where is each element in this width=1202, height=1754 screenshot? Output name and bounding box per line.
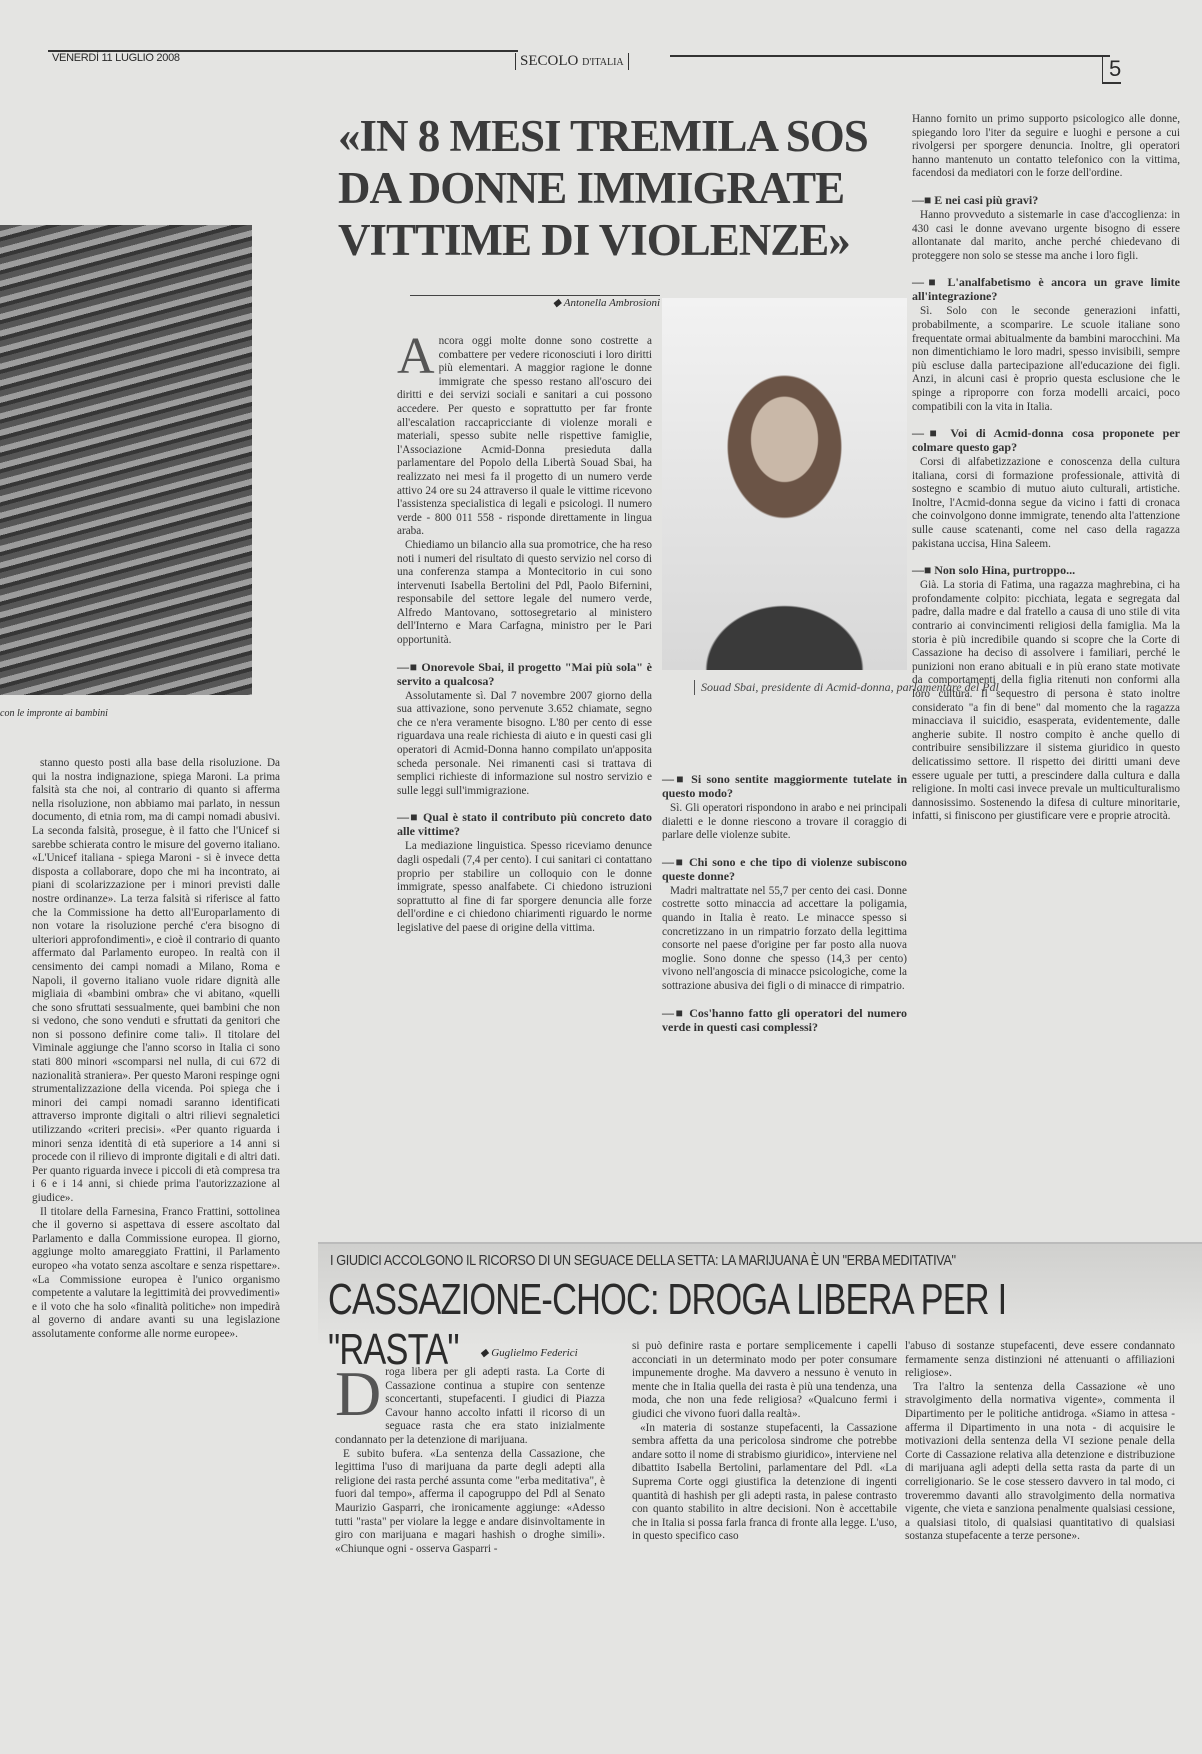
page-number: 5 — [1102, 56, 1121, 84]
answer: Hanno provveduto a sistemarle in case d'accoglienza: in 430 casi le donne avevano urgente bisogno di essere allontanate dal marito, anche perché chiedevano di proteggere non solo se stesse ma anche i loro figli. — [912, 208, 1180, 262]
intro-paragraph: ncora oggi molte donne sono costrette a combattere per vedere riconosciuti i loro diritti più elementari. A maggior ragione le donne immigrate che spesso restano all'oscuro dei diritti e dei servizi sociali e sanitari a cui possono accedere. Per questo e soprattutto per far fronte all'escalation raccapricciante di violenze morali e materiali, spesso subite nelle rispettive famiglie, l'Associazione Acmid-Donna presieduta dalla parlamentare del Popolo della Libertà Souad Sbai, ha realizzato nei mesi fa il progetto di un numero verde attivo 24 ore su 24 attraverso il quale le vittime ricevono l'assistenza specialistica di legali e psicologi. Il numero verde - 800 011 558 - risponde direttamente in lingua araba. — [397, 335, 652, 538]
answer: Sì. Solo con le seconde generazioni infatti, probabilmente, a scomparire. Le scuole italiane sono frequentate ormai abitualmente da bambini marocchini. Ma non dimentichiamo le loro madri, spesso invisibili, sempre più escluse dalla partecipazione all'educazione dei figli. Anzi, in alcuni casi è proprio questa esclusione che le spinge a riproporre con forza modelli arcaici, poco compatibili con la vita in Italia. — [912, 305, 1180, 413]
article-column-1 — [397, 328, 653, 936]
photo-caption: con le impronte ai bambini — [0, 708, 108, 719]
paragraph: roga libera per gli adepti rasta. La Corte di Cassazione continua a stupire con sentenze sconcertanti, stupefacenti. I giudici di Piazza Cavour hanno accolto infatti il ricorso di un seguace rasta che era stato inizialmente condannato per la detenzione di marijuana. — [335, 1366, 605, 1446]
paragraph: Tra l'altro la sentenza della Cassazione «è uno stravolgimento della normativa vigente», commenta il Dipartimento per le politiche antidroga. «Siamo in attesa - afferma il Dipartimento in una nota - di acquisire le motivazioni della sentenza della VI sezione penale della Corte di Cassazione relativa alla detenzione e distribuzione di marijuana agli adepti della setta rasta da parte di un correligionario. Se le cose stessero davvero in tal modo, ci troveremmo davanti allo stravolgimento della normativa vigente, che vieta e sanziona penalmente qualsiasi cessione, a qualsiasi titolo, di qualsiasi quantitativo di qualsiasi sostanza stupefacente a terze persone». — [905, 1380, 1175, 1543]
byline: ◆ Antonella Ambrosioni — [410, 295, 660, 309]
paragraph: l'abuso di sostanze stupefacenti, deve essere condannato fermamente senza distinzioni né attenuanti o affiliazioni religiose». — [905, 1340, 1175, 1380]
answer: Corsi di alfabetizzazione e conoscenza della cultura italiana, corsi di formazione professionale, attività di sostegno e scambio di mutuo aiuto culturali, artistiche. Inoltre, l'Acmid-donna segue da vicino i fatti di cronaca che coinvolgono donne immigrate, tenendo alta l'attenzione sulle cause scatenanti, come nel caso della ragazza pakistana uccisa, Hina Saleem. — [912, 456, 1180, 550]
answer: Sì. Gli operatori rispondono in arabo e nei principali dialetti e le donne riescono a trovare il coraggio di parlare delle violenze subite. — [662, 802, 907, 842]
answer: Madri maltrattate nel 55,7 per cento dei casi. Donne costrette sotto minaccia ad accettare la poligamia, quando in Italia è reato. Le minacce spesso si concretizzano in un rimpatrio forzato della legittima consorte nel paese d'origine per far posto alla nuova moglie. Sono donne che spesso (14,3 per cento) vivono nell'angoscia di minacce psicologiche, come la sottrazione abusiva dei figli o di minacce di rimpatrio. — [662, 884, 907, 992]
article2-kicker: I GIUDICI ACCOLGONO IL RICORSO DI UN SEGUACE DELLA SETTA: LA MARIJUANA È UN "ERBA MEDITATIVA" — [330, 1252, 956, 1269]
parliament-photo — [0, 225, 252, 695]
drop-cap: D — [335, 1358, 382, 1429]
question: —■ L'analfabetismo è ancora un grave limite all'integrazione? — [912, 275, 1180, 303]
paragraph: Chiediamo un bilancio alla sua promotrice, che ha reso noti i numeri del risultato di questo servizio nel corso di una conferenza stampa a Montecitorio in cui sono intervenuti Isabella Bertolini del Pdl, Paolo Bifernini, responsabile del settore legale del numero verde, Alfredo Mantovano, sottosegretario al ministero dell'Interno e Mara Carfagna, ministro per le Pari opportunità. — [397, 538, 652, 647]
question: —■ Qual è stato il contributo più concreto dato alle vittime? — [397, 810, 652, 838]
article2-headline: CASSAZIONE-CHOC: DROGA LIBERA PER I "RASTA" — [328, 1275, 1007, 1374]
paper-suffix: D'ITALIA — [582, 57, 624, 68]
issue-date: VENERDÌ 11 LUGLIO 2008 — [52, 52, 180, 64]
question: —■ Onorevole Sbai, il progetto "Mai più sola" è servito a qualcosa? — [397, 660, 652, 688]
paragraph: «In materia di sostanze stupefacenti, la Cassazione sembra affetta da una pericolosa sindrome che potrebbe andare sotto il nome di strabismo giuridico», interviene nel dibattito Isabella Bertolini, parlamentare del Pdl. «La Suprema Corte oggi giustifica la detenzione di ingenti quantità di hashish per gli adepti rasta, in palese contrasto con quanto stabilito in altre decisioni. Non è accettabile che in Italia si possa farla franca di fronte alla legge. L'uso, in questo specifico caso — [632, 1421, 897, 1543]
answer: Già. La storia di Fatima, una ragazza maghrebina, ci ha profondamente colpito: picchiata, legata e segregata dal padre, dalla madre e dal fratello a causa di uno stile di vita contrario ai convincimenti religiosi della famiglia. Ma la storia è più incredibile quando si scopre che la Corte di Cassazione ha deciso di assolvere i familiari, perché le punizioni non erano abituali e in più erano state motivate da comportamenti della figlia ritenuti non conformi alla loro cultura. Il sequestro di persona è stato inoltre considerato "a fin di bene" dal momento che la ragazza minacciava il suicidio, esasperata, evidentemente, dalle angherie subite. Il nostro compito è anche quello di contribuire sensibilizzare il sistema giuridico in questo delicatissimo settore. Il rispetto dei diritti umani deve essere uguale per tutti, a prescindere dalla cultura e dalla religione. In molti casi invece prevale un multiculturalismo dannosissimo. Sostenendo la difesa di culture minoritarie, infatti, si finiscono per giustificare vere e proprie atrocità. — [912, 579, 1180, 823]
header-rule — [670, 55, 1110, 57]
paragraph: E subito bufera. «La sentenza della Cassazione, che legittima l'uso di marijuana da parte degli adepti alla religione dei rasta perché assunta come "erba meditativa", è fuori dal tempo», afferma il capogruppo del Pdl al Senato Maurizio Gasparri, che ironicamente aggiunge: «Adesso tutti "rasta" per violare la legge e andare disinvoltamente in giro con marijuana e magari hashish o droghe simili». «Chiunque ogni - osserva Gasparri - — [335, 1447, 605, 1555]
paper-name: SECOLO — [520, 53, 579, 69]
paragraph: stanno questo posti alla base della risoluzione. Da qui la nostra indignazione, spiega Maroni. La prima falsità sta che noi, al contrario di quanto si afferma nella risoluzione, non abbiamo mai parlato, in nessun documento, di etnia rom, ma di campi nomadi abusivi. La seconda falsità, prosegue, è il fatto che l'Unicef si sarebbe schierata contro le misure del governo italiano. «L'Unicef italiana - spiega Maroni - si è invece detta disposta a collaborare, dopo che mi ha incontrato, ai piani di scolarizzazione per i minori previsti dalle nostre ordinanze». La terza falsità si riferisce al fatto che la Commissione ha detto all'Europarlamento di non votare la risoluzione perché c'era bisogno di ulteriori approfondimenti», e cioè il contrario di quanto affermato dal Parlamento europeo. In realtà con il censimento dei campi nomadi a Milano, Roma e Napoli, il governo italiano vuole ridare dignità alle migliaia di «bambini ombra» che vi abitano, «quelli che sono sfruttati sessualmente, quei bambini che non si vedono, che sono venduti e sfruttati da genitori che non si possono definire come tali». Il titolare del Viminale aggiunge che l'anno scorso in Italia ci sono stati 800 minori «scomparsi nel nulla, di cui 672 di nazionalità straniera». Per questo Maroni respinge ogni strumentalizzazione della vicenda. Poi spiega che i minori dei campi nomadi saranno identificati attraverso impronte digitali o altri rilievi segnaletici utilizzando «criteri precisi». «Per quanto riguarda i minori senza identità di età superiore a 14 anni si procede con il rilievo di impronte digitali e di altri dati. Per quanto riguarda invece i piccoli di età compresa tra i 6 e i 14 anni, si chiede prima l'autorizzazione al giudice». — [32, 757, 280, 1204]
portrait-caption: Souad Sbai, presidente di Acmid-donna, parlamentare del Pdl — [694, 680, 999, 695]
article2-column-3 — [905, 1340, 1175, 1544]
question: —■ Non solo Hina, purtroppo... — [912, 563, 1180, 577]
byline: ◆ Guglielmo Federici — [480, 1347, 578, 1359]
article2-column-1 — [335, 1358, 605, 1556]
article2-column-2 — [632, 1340, 897, 1544]
answer: Assolutamente sì. Dal 7 novembre 2007 giorno della sua attivazione, sono pervenute 3.652 chiamate, segno che ce n'era veramente bisogno. L'80 per cento di esse riguardava una reale richiesta di aiuto e in questi casi gli operatori di Acmid-Donna hanno compilato un'apposita scheda personale. Nei rimanenti casi si trattava di semplici richieste di informazione sul nostro servizio e sulle leggi sull'immigrazione. — [397, 689, 652, 797]
author: Antonella Ambrosioni — [563, 297, 660, 309]
question: —■ Voi di Acmid-donna cosa proponete per colmare questo gap? — [912, 426, 1180, 454]
portrait-photo — [662, 298, 907, 670]
article-column-3 — [912, 113, 1180, 824]
author: Guglielmo Federici — [491, 1347, 578, 1359]
answer: La mediazione linguistica. Spesso riceviamo denunce dagli ospedali (7,4 per cento). I cui sanitari ci contattano proprio per stabilire un colloquio con le donne immigrate, spesso analfabete. Ci chiedono istruzioni soprattutto al fine di far sporgere denuncia alle forze dell'ordine e ci chiedono chiarimenti riguardo le norme legislative del paese di origine della vittima. — [397, 840, 652, 934]
paragraph: si può definire rasta e portare semplicemente i capelli acconciati in un determinato modo per poter consumare impunemente droghe. Ma davvero a nessuno è venuto in mente che in Italia quella dei rasta è più una tendenza, una moda, che non una fede religiosa? «Qualcuno fermi i giudici che vivono fuori dalla realtà». — [632, 1340, 897, 1420]
question: —■ E nei casi più gravi? — [912, 193, 1180, 207]
article-column-2 — [662, 760, 907, 1036]
newspaper-name — [515, 53, 629, 70]
article-headline: «IN 8 MESI TREMILA SOS DA DONNE IMMIGRATE VITTIME DI VIOLENZE» — [338, 111, 868, 265]
drop-cap: A — [397, 328, 435, 385]
paragraph: Il titolare della Farnesina, Franco Frattini, sottolinea che il governo si aspettava di essere ascoltato dal Parlamento e dalla Commissione europea. Il giorno, aggiunge molto amareggiato Frattini, il Parlamento europeo «ha votato senza ascoltare e senza rispettare». «La Commissione europea è l'unico organismo competente a valutare la legittimità dei provvedimenti» e il voto che ha solo «finalità politiche» non impedirà al governo di andare avanti su una legislazione assolutamente conforme alle norme europee». — [32, 1205, 280, 1340]
question: —■ Si sono sentite maggiormente tutelate in questo modo? — [662, 772, 907, 800]
question: —■ Cos'hanno fatto gli operatori del numero verde in questi casi complessi? — [662, 1006, 907, 1034]
question: —■ Chi sono e che tipo di violenze subiscono queste donne? — [662, 855, 907, 883]
left-column — [32, 757, 280, 1342]
answer: Hanno fornito un primo supporto psicologico alle donne, spiegando loro l'iter da seguire e luoghi e persone a cui rivolgersi per sporgere denuncia. Inoltre, gli operatori hanno mantenuto un contatto telefonico con la vittima, facendosi da mediatori con le forze dell'ordine. — [912, 113, 1180, 180]
